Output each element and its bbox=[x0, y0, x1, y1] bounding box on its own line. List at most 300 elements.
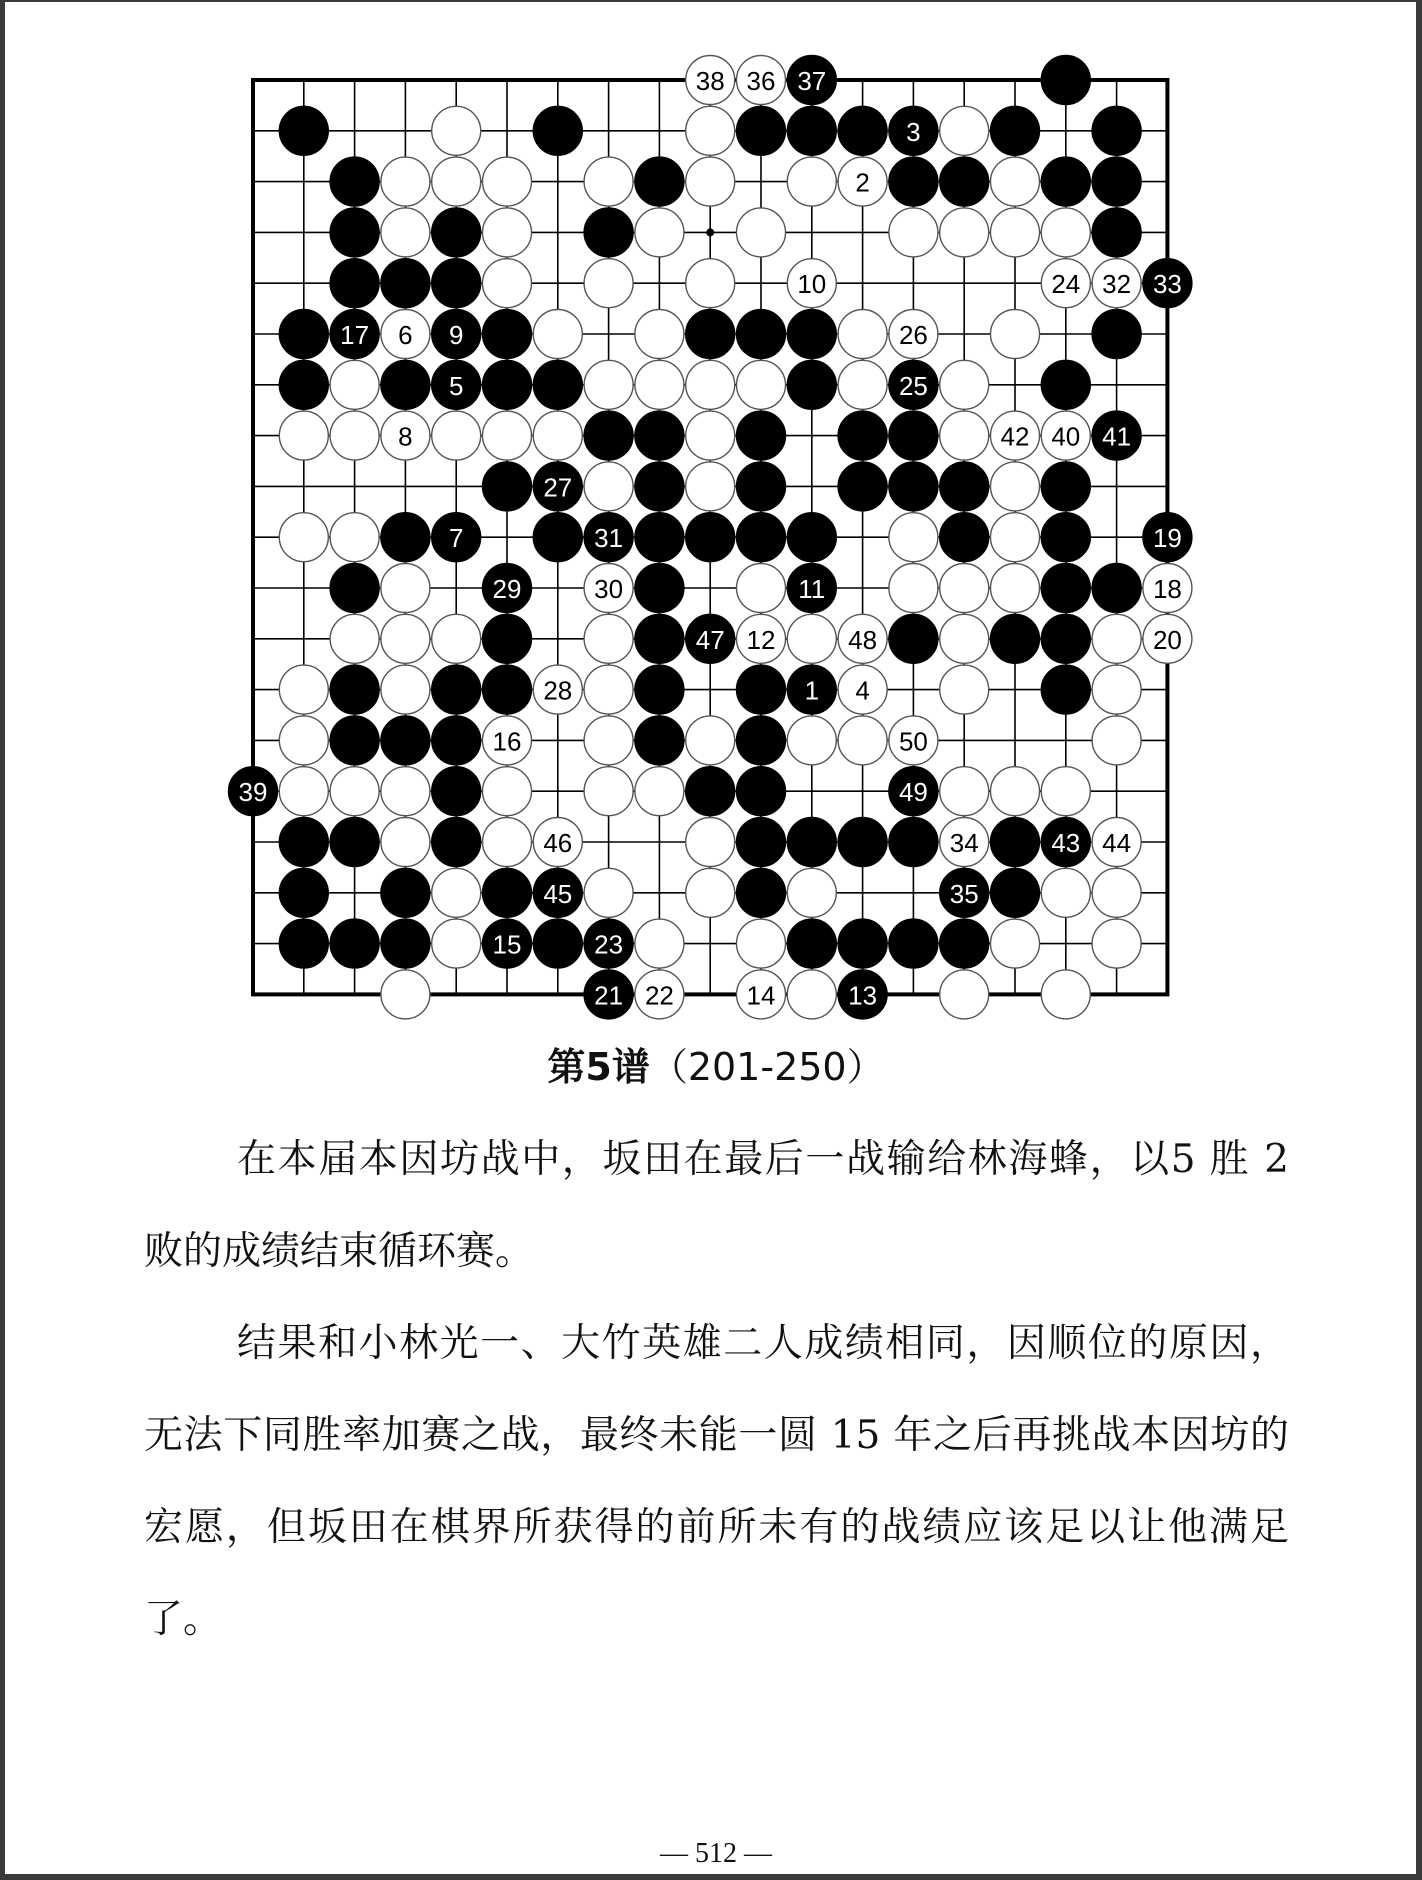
black-stone bbox=[686, 614, 735, 663]
black-stone bbox=[533, 868, 582, 917]
black-stone bbox=[432, 665, 481, 714]
article-text bbox=[144, 1114, 1289, 1666]
black-stone bbox=[991, 868, 1040, 917]
black-stone bbox=[432, 360, 481, 409]
black-stone bbox=[686, 767, 735, 816]
white-stone bbox=[686, 106, 735, 155]
white-stone bbox=[584, 360, 633, 409]
black-stone bbox=[787, 106, 836, 155]
black-stone bbox=[483, 665, 532, 714]
black-stone bbox=[1041, 564, 1090, 613]
move-number: 26 bbox=[898, 320, 928, 350]
black-stone bbox=[432, 767, 481, 816]
paragraph-1: 在本届本因坊战中，坂田在最后一战输给林海蜂，以5 胜 2 败的成绩结束循环赛。 bbox=[144, 1137, 1289, 1274]
white-stone bbox=[381, 157, 430, 206]
black-stone bbox=[330, 818, 379, 867]
diagram-caption bbox=[5, 1036, 1422, 1091]
white-stone bbox=[1092, 868, 1141, 917]
white-stone bbox=[940, 665, 989, 714]
black-stone bbox=[381, 868, 430, 917]
white-stone bbox=[432, 157, 481, 206]
white-stone bbox=[1041, 767, 1090, 816]
white-stone bbox=[991, 767, 1040, 816]
white-stone bbox=[1041, 259, 1090, 308]
black-stone bbox=[584, 411, 633, 460]
black-stone bbox=[940, 462, 989, 511]
white-stone bbox=[381, 208, 430, 257]
black-stone bbox=[483, 462, 532, 511]
black-stone bbox=[991, 614, 1040, 663]
black-stone bbox=[787, 56, 836, 105]
white-stone bbox=[483, 157, 532, 206]
black-stone bbox=[381, 716, 430, 765]
black-stone bbox=[483, 360, 532, 409]
black-stone bbox=[889, 411, 938, 460]
black-stone bbox=[1143, 513, 1192, 562]
white-stone bbox=[1092, 716, 1141, 765]
move-number: 2 bbox=[855, 167, 870, 198]
black-stone bbox=[635, 411, 684, 460]
black-stone bbox=[1143, 259, 1192, 308]
black-stone bbox=[635, 716, 684, 765]
white-stone bbox=[686, 157, 735, 206]
black-stone bbox=[737, 310, 786, 359]
white-stone bbox=[381, 970, 430, 1019]
white-stone bbox=[940, 818, 989, 867]
black-stone bbox=[940, 513, 989, 562]
black-stone bbox=[432, 310, 481, 359]
white-stone bbox=[1143, 564, 1192, 613]
white-stone bbox=[686, 462, 735, 511]
black-stone bbox=[787, 665, 836, 714]
black-stone bbox=[737, 716, 786, 765]
white-stone bbox=[330, 411, 379, 460]
black-stone bbox=[787, 564, 836, 613]
white-stone bbox=[737, 970, 786, 1019]
white-stone bbox=[381, 818, 430, 867]
move-number: 39 bbox=[238, 777, 268, 808]
black-stone bbox=[432, 716, 481, 765]
white-stone bbox=[991, 157, 1040, 206]
black-stone bbox=[991, 106, 1040, 155]
black-stone bbox=[330, 310, 379, 359]
black-stone bbox=[279, 818, 328, 867]
white-stone bbox=[1092, 818, 1141, 867]
black-stone bbox=[279, 919, 328, 968]
white-stone bbox=[279, 411, 328, 460]
white-stone bbox=[686, 360, 735, 409]
move-number: 44 bbox=[1102, 828, 1132, 858]
black-stone bbox=[838, 919, 887, 968]
black-stone bbox=[584, 970, 633, 1019]
black-stone bbox=[1092, 208, 1141, 257]
black-stone bbox=[889, 818, 938, 867]
white-stone bbox=[737, 56, 786, 105]
move-number: 6 bbox=[398, 320, 413, 350]
black-stone bbox=[483, 310, 532, 359]
white-stone bbox=[838, 716, 887, 765]
black-stone bbox=[533, 360, 582, 409]
black-stone bbox=[533, 462, 582, 511]
white-stone bbox=[686, 56, 735, 105]
move-number: 38 bbox=[695, 66, 725, 96]
white-stone bbox=[483, 767, 532, 816]
move-number: 17 bbox=[340, 320, 370, 350]
white-stone bbox=[686, 411, 735, 460]
black-stone bbox=[533, 919, 582, 968]
move-number: 14 bbox=[746, 980, 776, 1011]
white-stone bbox=[991, 310, 1040, 359]
black-stone bbox=[838, 462, 887, 511]
white-stone bbox=[432, 868, 481, 917]
move-number: 25 bbox=[898, 370, 928, 401]
black-stone bbox=[1092, 310, 1141, 359]
white-stone bbox=[330, 360, 379, 409]
black-stone bbox=[483, 564, 532, 613]
black-stone bbox=[432, 513, 481, 562]
white-stone bbox=[686, 868, 735, 917]
move-number: 24 bbox=[1051, 269, 1081, 300]
move-number: 48 bbox=[848, 624, 878, 655]
go-diagram bbox=[5, 2, 1422, 1042]
black-stone bbox=[686, 513, 735, 562]
white-stone bbox=[533, 665, 582, 714]
black-stone bbox=[737, 411, 786, 460]
black-stone bbox=[381, 259, 430, 308]
white-stone bbox=[584, 259, 633, 308]
white-stone bbox=[1041, 411, 1090, 460]
white-stone bbox=[737, 208, 786, 257]
move-number: 36 bbox=[746, 66, 776, 96]
white-stone bbox=[483, 818, 532, 867]
black-stone bbox=[1041, 462, 1090, 511]
move-number: 23 bbox=[594, 929, 624, 960]
white-stone bbox=[381, 310, 430, 359]
white-stone bbox=[584, 614, 633, 663]
black-stone bbox=[229, 767, 278, 816]
move-number: 40 bbox=[1051, 421, 1081, 452]
move-number: 1 bbox=[804, 675, 820, 706]
white-stone bbox=[737, 614, 786, 663]
white-stone bbox=[381, 564, 430, 613]
white-stone bbox=[940, 106, 989, 155]
white-stone bbox=[787, 716, 836, 765]
move-number: 28 bbox=[543, 675, 573, 706]
black-stone bbox=[330, 716, 379, 765]
move-number: 31 bbox=[594, 523, 624, 554]
move-number: 11 bbox=[798, 574, 826, 604]
black-stone bbox=[940, 157, 989, 206]
black-stone bbox=[635, 462, 684, 511]
black-stone bbox=[889, 360, 938, 409]
white-stone bbox=[940, 970, 989, 1019]
black-stone bbox=[1092, 411, 1141, 460]
move-number: 7 bbox=[448, 523, 464, 554]
white-stone bbox=[991, 462, 1040, 511]
white-stone bbox=[1092, 919, 1141, 968]
black-stone bbox=[330, 259, 379, 308]
move-number: 27 bbox=[543, 472, 573, 503]
move-number: 29 bbox=[492, 574, 522, 604]
black-stone bbox=[889, 462, 938, 511]
white-stone bbox=[940, 360, 989, 409]
white-stone bbox=[279, 767, 328, 816]
black-stone bbox=[635, 665, 684, 714]
white-stone bbox=[1143, 614, 1192, 663]
black-stone bbox=[787, 818, 836, 867]
white-stone bbox=[838, 614, 887, 663]
black-stone bbox=[737, 462, 786, 511]
black-stone bbox=[889, 919, 938, 968]
white-stone bbox=[787, 259, 836, 308]
white-stone bbox=[686, 818, 735, 867]
black-stone bbox=[1041, 513, 1090, 562]
black-stone bbox=[279, 106, 328, 155]
move-number: 16 bbox=[492, 726, 522, 757]
paragraph-2: 结果和小林光一、大竹英雄二人成绩相同，因顺位的原因，无法下同胜率加赛之战，最终未能一圆 15 年之后再挑战本因坊的宏愿，但坂田在棋界所获得的前所未有的战绩应该足以让他满足了。 bbox=[144, 1321, 1289, 1642]
black-stone bbox=[1041, 56, 1090, 105]
white-stone bbox=[330, 767, 379, 816]
black-stone bbox=[330, 208, 379, 257]
white-stone bbox=[533, 310, 582, 359]
move-number: 46 bbox=[543, 828, 573, 858]
black-stone bbox=[1092, 106, 1141, 155]
white-stone bbox=[889, 208, 938, 257]
black-stone bbox=[432, 208, 481, 257]
move-number: 20 bbox=[1152, 624, 1182, 655]
white-stone bbox=[483, 259, 532, 308]
black-stone bbox=[330, 157, 379, 206]
white-stone bbox=[737, 360, 786, 409]
white-stone bbox=[635, 919, 684, 968]
white-stone bbox=[838, 157, 887, 206]
go-board bbox=[5, 2, 1422, 1042]
white-stone bbox=[889, 513, 938, 562]
white-stone bbox=[381, 411, 430, 460]
black-stone bbox=[584, 208, 633, 257]
black-stone bbox=[330, 919, 379, 968]
white-stone bbox=[787, 868, 836, 917]
move-number: 37 bbox=[797, 66, 827, 96]
black-stone bbox=[1041, 818, 1090, 867]
black-stone bbox=[533, 513, 582, 562]
white-stone bbox=[584, 868, 633, 917]
black-stone bbox=[737, 767, 786, 816]
white-stone bbox=[686, 259, 735, 308]
move-number: 47 bbox=[695, 624, 725, 655]
move-number: 34 bbox=[949, 828, 979, 858]
white-stone bbox=[787, 970, 836, 1019]
move-number: 45 bbox=[543, 878, 573, 909]
move-number: 10 bbox=[797, 269, 827, 300]
white-stone bbox=[991, 564, 1040, 613]
white-stone bbox=[279, 665, 328, 714]
white-stone bbox=[279, 513, 328, 562]
black-stone bbox=[432, 259, 481, 308]
black-stone bbox=[737, 513, 786, 562]
caption-title: 第5谱 bbox=[547, 1045, 650, 1089]
white-stone bbox=[686, 716, 735, 765]
white-stone bbox=[991, 411, 1040, 460]
white-stone bbox=[940, 411, 989, 460]
white-stone bbox=[635, 767, 684, 816]
black-stone bbox=[787, 360, 836, 409]
black-stone bbox=[584, 919, 633, 968]
move-number: 41 bbox=[1102, 421, 1132, 452]
white-stone bbox=[737, 919, 786, 968]
caption-move-range: （201-250） bbox=[649, 1045, 885, 1089]
move-number: 22 bbox=[644, 980, 674, 1011]
white-stone bbox=[330, 513, 379, 562]
white-stone bbox=[584, 462, 633, 511]
white-stone bbox=[330, 614, 379, 663]
white-stone bbox=[584, 564, 633, 613]
black-stone bbox=[940, 919, 989, 968]
white-stone bbox=[381, 614, 430, 663]
white-stone bbox=[940, 564, 989, 613]
white-stone bbox=[1041, 208, 1090, 257]
move-number: 43 bbox=[1051, 828, 1081, 858]
white-stone bbox=[584, 665, 633, 714]
black-stone bbox=[737, 665, 786, 714]
black-stone bbox=[838, 970, 887, 1019]
move-number: 42 bbox=[1000, 421, 1030, 452]
black-stone bbox=[1041, 360, 1090, 409]
white-stone bbox=[279, 716, 328, 765]
move-number: 32 bbox=[1102, 269, 1132, 300]
black-stone bbox=[381, 360, 430, 409]
white-stone bbox=[432, 614, 481, 663]
white-stone bbox=[533, 818, 582, 867]
black-stone bbox=[1041, 665, 1090, 714]
black-stone bbox=[483, 868, 532, 917]
move-number: 8 bbox=[398, 421, 413, 452]
move-number: 30 bbox=[594, 574, 624, 604]
white-stone bbox=[787, 157, 836, 206]
white-stone bbox=[381, 767, 430, 816]
white-stone bbox=[635, 310, 684, 359]
white-stone bbox=[1092, 665, 1141, 714]
black-stone bbox=[635, 614, 684, 663]
white-stone bbox=[533, 411, 582, 460]
black-stone bbox=[737, 106, 786, 155]
black-stone bbox=[635, 157, 684, 206]
black-stone bbox=[381, 513, 430, 562]
white-stone bbox=[889, 564, 938, 613]
black-stone bbox=[483, 614, 532, 663]
white-stone bbox=[889, 716, 938, 765]
white-stone bbox=[432, 411, 481, 460]
white-stone bbox=[737, 564, 786, 613]
white-stone bbox=[838, 310, 887, 359]
black-stone bbox=[635, 564, 684, 613]
move-number: 18 bbox=[1152, 574, 1182, 604]
white-stone bbox=[787, 614, 836, 663]
book-page bbox=[5, 2, 1416, 1874]
black-stone bbox=[381, 919, 430, 968]
black-stone bbox=[1041, 614, 1090, 663]
move-number: 50 bbox=[898, 726, 928, 757]
page-number: — 512 — bbox=[660, 1838, 772, 1869]
white-stone bbox=[584, 716, 633, 765]
move-number: 33 bbox=[1152, 269, 1182, 300]
black-stone bbox=[940, 868, 989, 917]
black-stone bbox=[991, 818, 1040, 867]
black-stone bbox=[1092, 157, 1141, 206]
white-stone bbox=[432, 106, 481, 155]
black-stone bbox=[889, 106, 938, 155]
black-stone bbox=[279, 310, 328, 359]
black-stone bbox=[838, 818, 887, 867]
black-stone bbox=[1041, 157, 1090, 206]
black-stone bbox=[787, 310, 836, 359]
move-number: 5 bbox=[448, 370, 464, 401]
white-stone bbox=[991, 208, 1040, 257]
black-stone bbox=[889, 767, 938, 816]
black-stone bbox=[584, 513, 633, 562]
black-stone bbox=[787, 919, 836, 968]
white-stone bbox=[889, 310, 938, 359]
black-stone bbox=[432, 818, 481, 867]
move-number: 12 bbox=[746, 624, 776, 655]
white-stone bbox=[991, 919, 1040, 968]
white-stone bbox=[1092, 614, 1141, 663]
black-stone bbox=[279, 868, 328, 917]
move-number: 49 bbox=[898, 777, 928, 808]
black-stone bbox=[737, 818, 786, 867]
white-stone bbox=[432, 919, 481, 968]
black-stone bbox=[279, 360, 328, 409]
black-stone bbox=[1092, 564, 1141, 613]
white-stone bbox=[635, 360, 684, 409]
white-stone bbox=[1092, 259, 1141, 308]
white-stone bbox=[483, 411, 532, 460]
move-number: 21 bbox=[594, 980, 624, 1011]
white-stone bbox=[381, 665, 430, 714]
white-stone bbox=[483, 716, 532, 765]
white-stone bbox=[940, 208, 989, 257]
white-stone bbox=[838, 360, 887, 409]
black-stone bbox=[635, 513, 684, 562]
move-number: 19 bbox=[1152, 523, 1182, 554]
move-number: 3 bbox=[906, 116, 921, 147]
black-stone bbox=[737, 868, 786, 917]
white-stone bbox=[940, 614, 989, 663]
star-point bbox=[706, 228, 714, 236]
white-stone bbox=[1041, 970, 1090, 1019]
move-number: 13 bbox=[848, 980, 878, 1011]
move-number: 4 bbox=[855, 675, 870, 706]
white-stone bbox=[635, 208, 684, 257]
black-stone bbox=[838, 411, 887, 460]
black-stone bbox=[330, 564, 379, 613]
white-stone bbox=[1041, 868, 1090, 917]
black-stone bbox=[483, 919, 532, 968]
white-stone bbox=[635, 970, 684, 1019]
white-stone bbox=[940, 767, 989, 816]
black-stone bbox=[533, 106, 582, 155]
black-stone bbox=[330, 665, 379, 714]
black-stone bbox=[889, 157, 938, 206]
move-number: 15 bbox=[492, 929, 522, 960]
black-stone bbox=[838, 106, 887, 155]
white-stone bbox=[483, 208, 532, 257]
white-stone bbox=[838, 665, 887, 714]
white-stone bbox=[584, 767, 633, 816]
white-stone bbox=[584, 157, 633, 206]
black-stone bbox=[787, 513, 836, 562]
move-number: 9 bbox=[448, 320, 464, 350]
